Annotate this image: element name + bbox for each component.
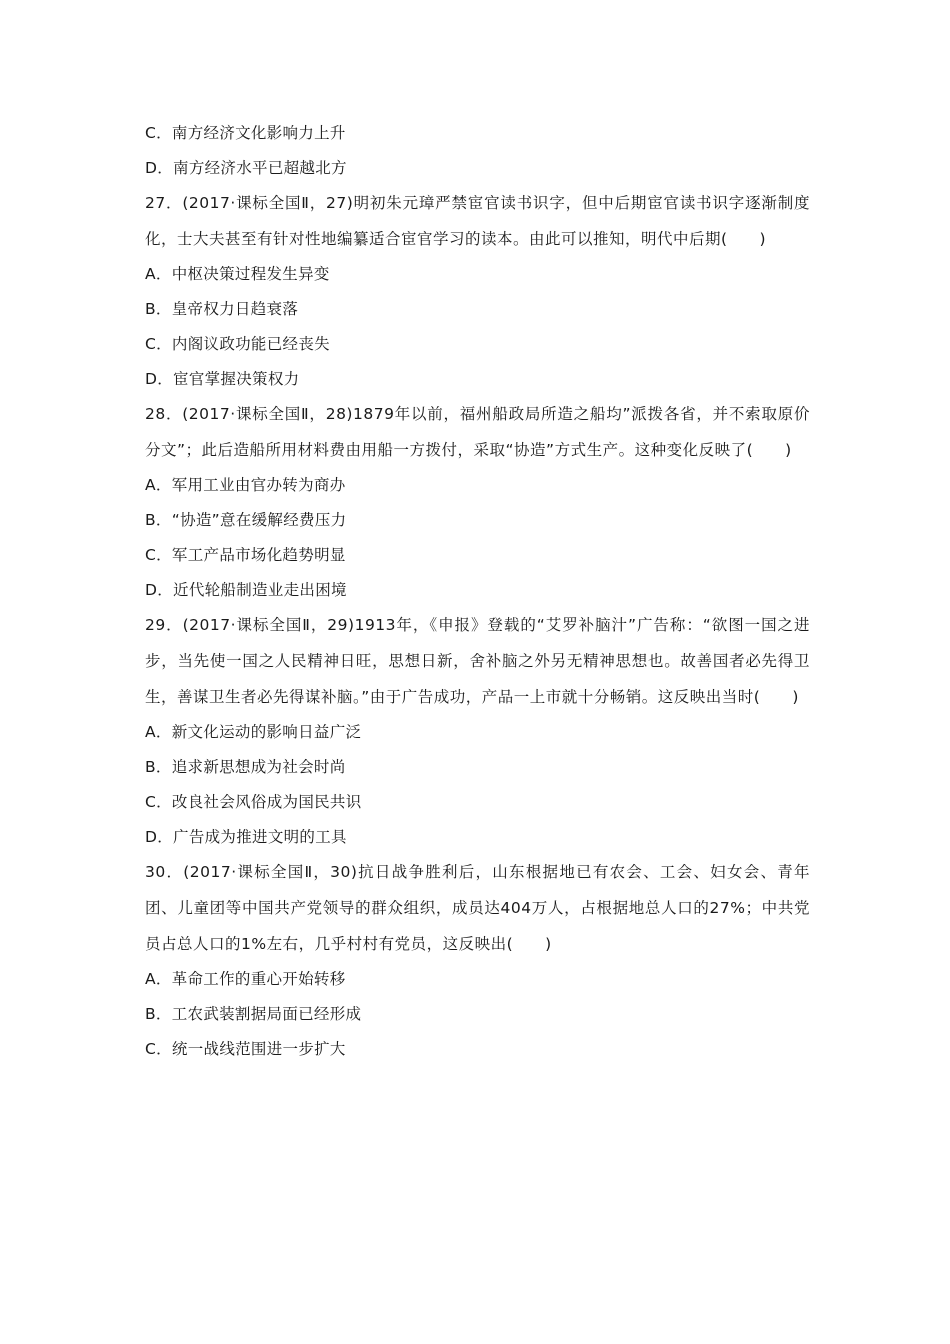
option-c-prev: C．南方经济文化影响力上升 (145, 124, 346, 142)
question-27-option-a: A．中枢决策过程发生异变 (145, 265, 330, 283)
question-29-option-b: B．追求新思想成为社会时尚 (145, 758, 346, 776)
question-30-option-a: A．革命工作的重心开始转移 (145, 970, 346, 988)
question-29-option-a: A．新文化运动的影响日益广泛 (145, 723, 362, 741)
question-27-option-b: B．皇帝权力日趋衰落 (145, 300, 299, 318)
question-30-option-c: C．统一战线范围进一步扩大 (145, 1040, 346, 1058)
question-27-option-d: D．宦官掌握决策权力 (145, 370, 300, 388)
question-29: 29．(2017·课标全国Ⅱ，29)1913年，《申报》登载的“艾罗补脑汁”广告称：“欲图一国之进步，当先使一国之人民精神日旺，思想日新，舍补脑之外另无精神思想也。故善国者必先得卫生，善谋卫生者必先得谋补脑。”由于广告成功，产品一上市就十分畅销。这反映出当时( ) (145, 616, 810, 706)
document-page (145, 123, 810, 1074)
question-29-option-d: D．广告成为推进文明的工具 (145, 828, 347, 846)
question-28-option-d: D．近代轮船制造业走出困境 (145, 581, 347, 599)
question-28-option-b: B．“协造”意在缓解经费压力 (145, 511, 347, 529)
option-d-prev: D．南方经济水平已超越北方 (145, 159, 347, 177)
question-27-option-c: C．内阁议政功能已经丧失 (145, 335, 330, 353)
question-27: 27．(2017·课标全国Ⅱ，27)明初朱元璋严禁宦官读书识字，但中后期宦官读书识字逐渐制度化，士大夫甚至有针对性地编纂适合宦官学习的读本。由此可以推知，明代中后期( ) (145, 194, 810, 248)
question-30-option-b: B．工农武装割据局面已经形成 (145, 1005, 362, 1023)
question-29-option-c: C．改良社会风俗成为国民共识 (145, 793, 362, 811)
question-28-option-a: A．军用工业由官办转为商办 (145, 476, 346, 494)
question-30: 30．(2017·课标全国Ⅱ，30)抗日战争胜利后，山东根据地已有农会、工会、妇女会、青年团、儿童团等中国共产党领导的群众组织，成员达404万人，占根据地总人口的27%；中共党员占总人口的1%左右，几乎村村有党员，这反映出( ) (145, 863, 810, 953)
question-28-option-c: C．军工产品市场化趋势明显 (145, 546, 346, 564)
question-28: 28．(2017·课标全国Ⅱ，28)1879年以前，福州船政局所造之船均”派拨各省，并不索取原价分文”；此后造船所用材料费由用船一方拨付，采取“协造”方式生产。这种变化反映了( ) (145, 405, 810, 459)
